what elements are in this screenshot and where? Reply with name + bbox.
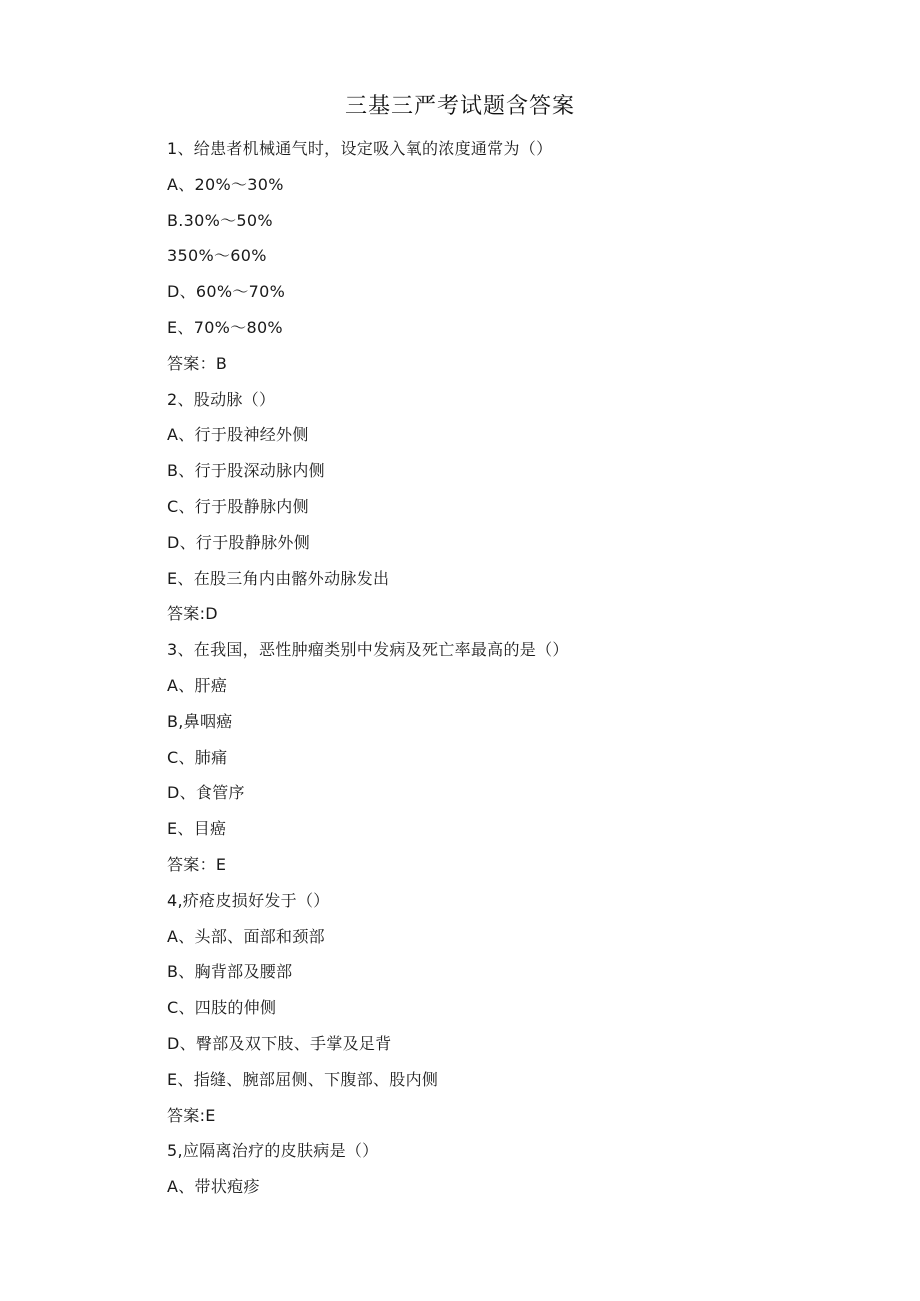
option-line: A、头部、面部和颈部 <box>167 926 325 946</box>
option-line: C、四肢的伸侧 <box>167 998 277 1018</box>
option-line: A、肝癌 <box>167 675 228 695</box>
question-text: 3、在我国，恶性肿瘤类别中发病及死亡率最高的是（） <box>167 640 569 660</box>
option-line: B、行于股深动脉内侧 <box>167 461 325 481</box>
question-text: 5,应隔离治疗的皮肤病是（） <box>167 1141 379 1161</box>
option-line: C、行于股静脉内侧 <box>167 496 309 516</box>
answer-line: 答案：E <box>167 854 227 874</box>
option-line: B、胸背部及腰部 <box>167 962 293 982</box>
option-line: A、带状疱疹 <box>167 1177 260 1197</box>
option-line: 350%〜60% <box>167 246 267 266</box>
question-list <box>167 131 867 1205</box>
option-line: D、食管序 <box>167 783 245 803</box>
question-text: 4,疥疮皮损好发于（） <box>167 890 330 910</box>
question-text: 2、股动脉（） <box>167 389 276 409</box>
document-title: 三基三严考试题含答案 <box>344 94 575 119</box>
option-line: D、行于股静脉外侧 <box>167 532 311 552</box>
option-line: A、行于股神经外侧 <box>167 425 309 445</box>
question-text: 1、给患者机械通气时，设定吸入氧的浓度通常为（） <box>167 139 553 158</box>
option-line: D、臀部及双下肢、手掌及足背 <box>167 1033 392 1053</box>
option-line: E、目癌 <box>167 819 227 839</box>
option-line: E、70%〜80% <box>167 317 283 337</box>
answer-line: 答案：B <box>167 353 228 373</box>
option-line: B,鼻咽癌 <box>167 711 233 731</box>
option-line: A、20%〜30% <box>167 174 284 194</box>
option-line: E、在股三角内由髂外动脉发出 <box>167 568 390 588</box>
option-line: D、60%〜70% <box>167 282 286 302</box>
option-line: E、指缝、腕部屈侧、下腹部、股内侧 <box>167 1069 439 1089</box>
option-line: C、肺痛 <box>167 747 228 767</box>
answer-line: 答案:D <box>167 604 218 624</box>
option-line: B.30%〜50% <box>167 210 273 230</box>
answer-line: 答案:E <box>167 1105 216 1125</box>
